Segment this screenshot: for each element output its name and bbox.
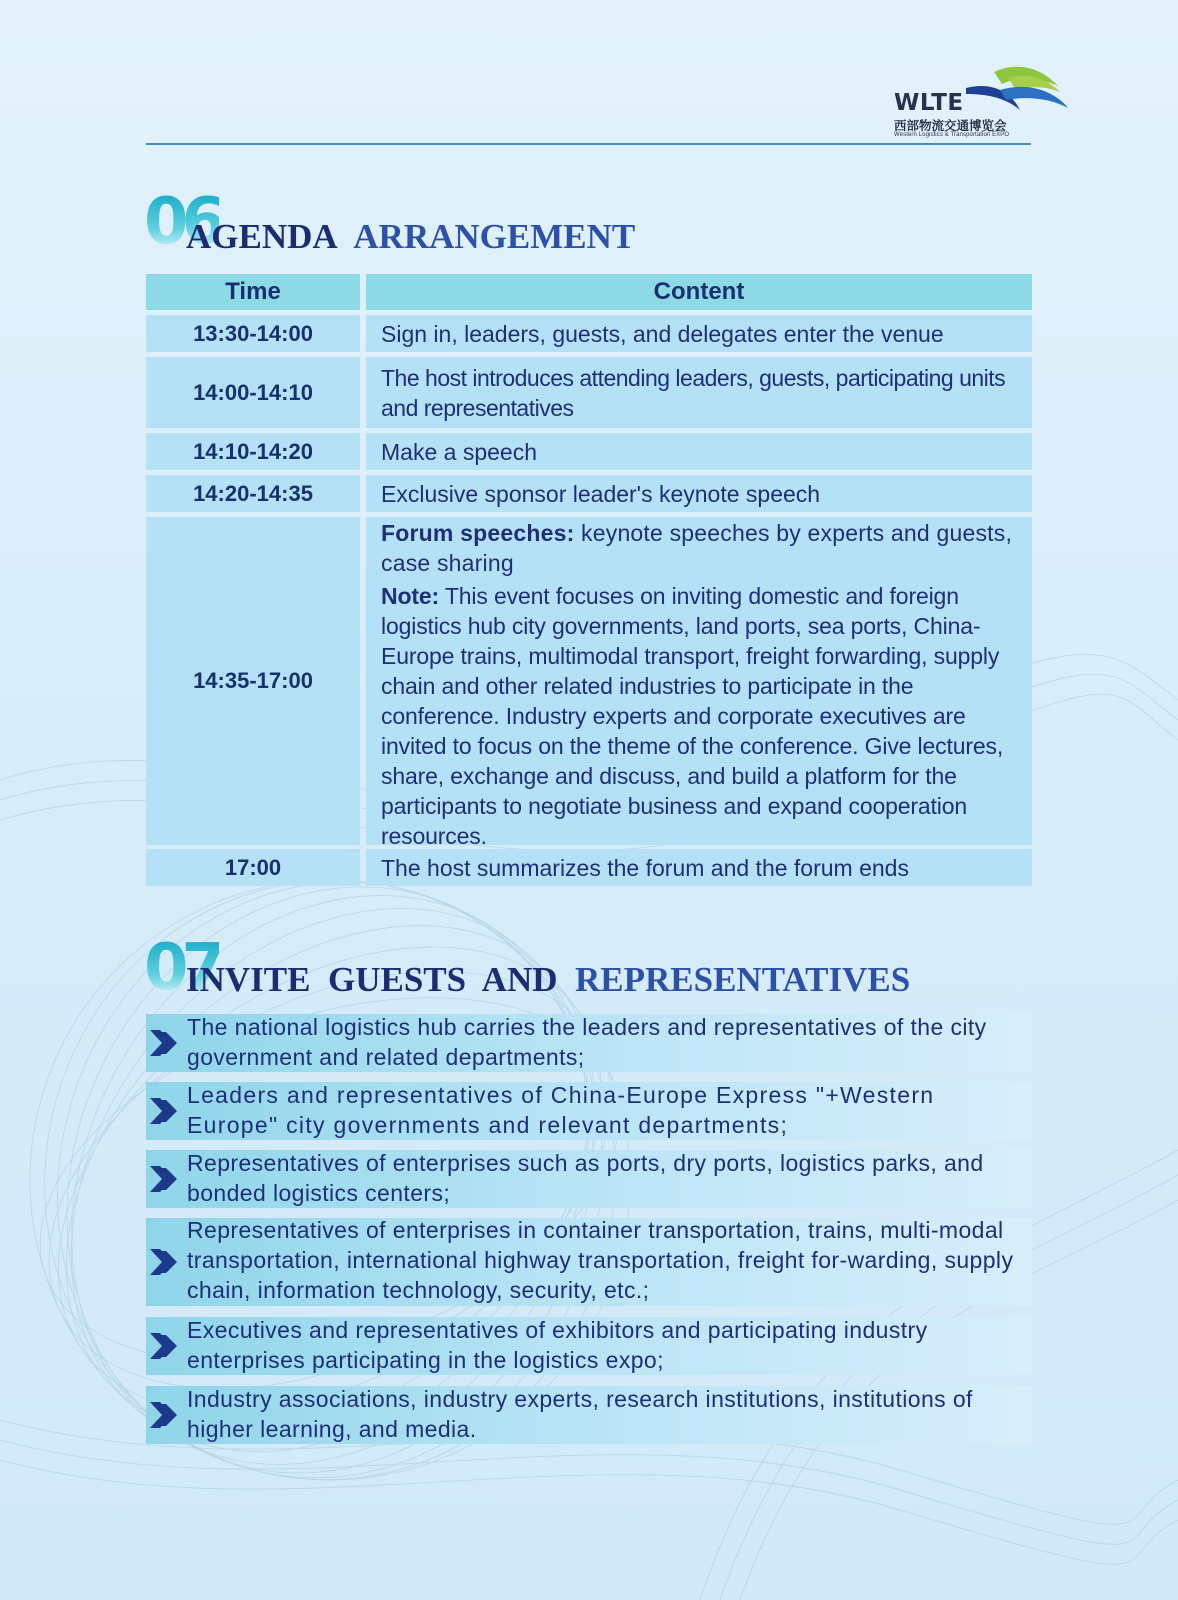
forum-speeches-paragraph [366, 518, 1032, 578]
list-item-text: Representatives of enterprises such as ports, dry ports, logistics parks, and bonded logistics centers; [187, 1150, 984, 1206]
invite-heading-part2: REPRESENTATIVES [575, 960, 911, 999]
table-row-content [366, 433, 1032, 470]
list-item-text: Representatives of enterprises in container transportation, trains, multi-modal transportation, international highway transportation, freight for-warding, supply chain, information technology, security, etc.; [187, 1217, 1014, 1303]
agenda-heading-part1: AGENDA [186, 217, 338, 256]
table-row-content [366, 357, 1032, 428]
content-cell: Exclusive sponsor leader's keynote speech [381, 480, 821, 507]
list-item-text: The national logistics hub carries the leaders and representatives of the city government and related departments; [187, 1014, 987, 1070]
list-item-text: Leaders and representatives of China-Europe Express "+Western Europe" city governments and relevant departments; [187, 1082, 935, 1138]
double-chevron-right-icon [146, 1026, 184, 1060]
table-header-content [366, 274, 1032, 310]
table-header-time [146, 274, 360, 310]
double-chevron-right-icon [146, 1162, 184, 1196]
list-item [146, 1386, 1032, 1444]
logo-chinese-name: 西部物流交通博览会 [894, 118, 1007, 133]
table-row-time [146, 849, 360, 886]
wlte-wave-logo-icon [960, 64, 1068, 112]
list-item-text: Industry associations, industry experts, research institutions, institutions of higher learning, and media. [187, 1386, 973, 1442]
table-row-time [146, 315, 360, 352]
invite-heading-part1: INVITE GUESTS AND [186, 960, 558, 999]
list-item-text: Executives and representatives of exhibitors and participating industry enterprises participating in the logistics expo; [187, 1317, 928, 1373]
note-label: Note: [381, 583, 440, 609]
table-row-content [366, 475, 1032, 512]
time-cell: 14:10-14:20 [193, 438, 313, 464]
time-cell: 17:00 [224, 854, 282, 880]
agenda-heading [186, 219, 635, 254]
forum-speeches-label: Forum speeches: [381, 520, 575, 546]
table-row-time [146, 517, 360, 845]
content-cell: Make a speech [381, 438, 537, 465]
table-row-content [366, 849, 1032, 886]
content-cell: Sign in, leaders, guests, and delegates enter the venue [381, 320, 944, 347]
table-header-time-label: Time [225, 278, 281, 305]
note-paragraph [366, 581, 1032, 851]
header-divider [146, 143, 1031, 145]
note-text: This event focuses on inviting domestic and foreign logistics hub city governments, land ports, sea ports, China-Europe trains, multimodal transport, freight forwarding, supply chain and other related industries to participate in the conference. Industry experts and corporate executives are invited to focus on the theme of the conference. Give lectures, share, exchange and discuss, and build a platform for the participants to negotiate business and expand cooperation resources. [381, 583, 1004, 849]
logo-english-name: Western Logistics & Transportation EXPO [894, 132, 1010, 138]
time-cell: 14:20-14:35 [193, 480, 313, 506]
table-row-time [146, 475, 360, 512]
wlte-logo [894, 64, 1066, 144]
double-chevron-right-icon [146, 1245, 184, 1279]
list-item [146, 1014, 1032, 1072]
forum-speeches-text: keynote speeches by experts and guests, case sharing [381, 520, 1013, 576]
invite-heading [186, 962, 910, 997]
double-chevron-right-icon [146, 1398, 184, 1432]
time-cell: 14:35-17:00 [193, 668, 313, 693]
list-item [146, 1317, 1032, 1375]
table-row-time [146, 433, 360, 470]
double-chevron-right-icon [146, 1094, 184, 1128]
section-number-06: 06 [144, 185, 220, 259]
table-row-content [366, 517, 1032, 849]
table-row-content [366, 315, 1032, 352]
content-cell: The host summarizes the forum and the forum ends [381, 854, 909, 881]
time-cell: 14:00-14:10 [193, 379, 313, 405]
logo-wordmark: WLTE [894, 90, 964, 116]
double-chevron-right-icon [146, 1329, 184, 1363]
time-cell: 13:30-14:00 [193, 320, 313, 346]
table-header-content-label: Content [653, 278, 745, 305]
list-item [146, 1218, 1032, 1306]
list-item [146, 1082, 1032, 1140]
table-row-time [146, 357, 360, 428]
agenda-heading-part2: ARRANGEMENT [353, 217, 636, 256]
content-cell: The host introduces attending leaders, guests, participating units and representatives [381, 364, 1006, 421]
section-number-07: 07 [144, 931, 220, 1005]
list-item [146, 1150, 1032, 1208]
